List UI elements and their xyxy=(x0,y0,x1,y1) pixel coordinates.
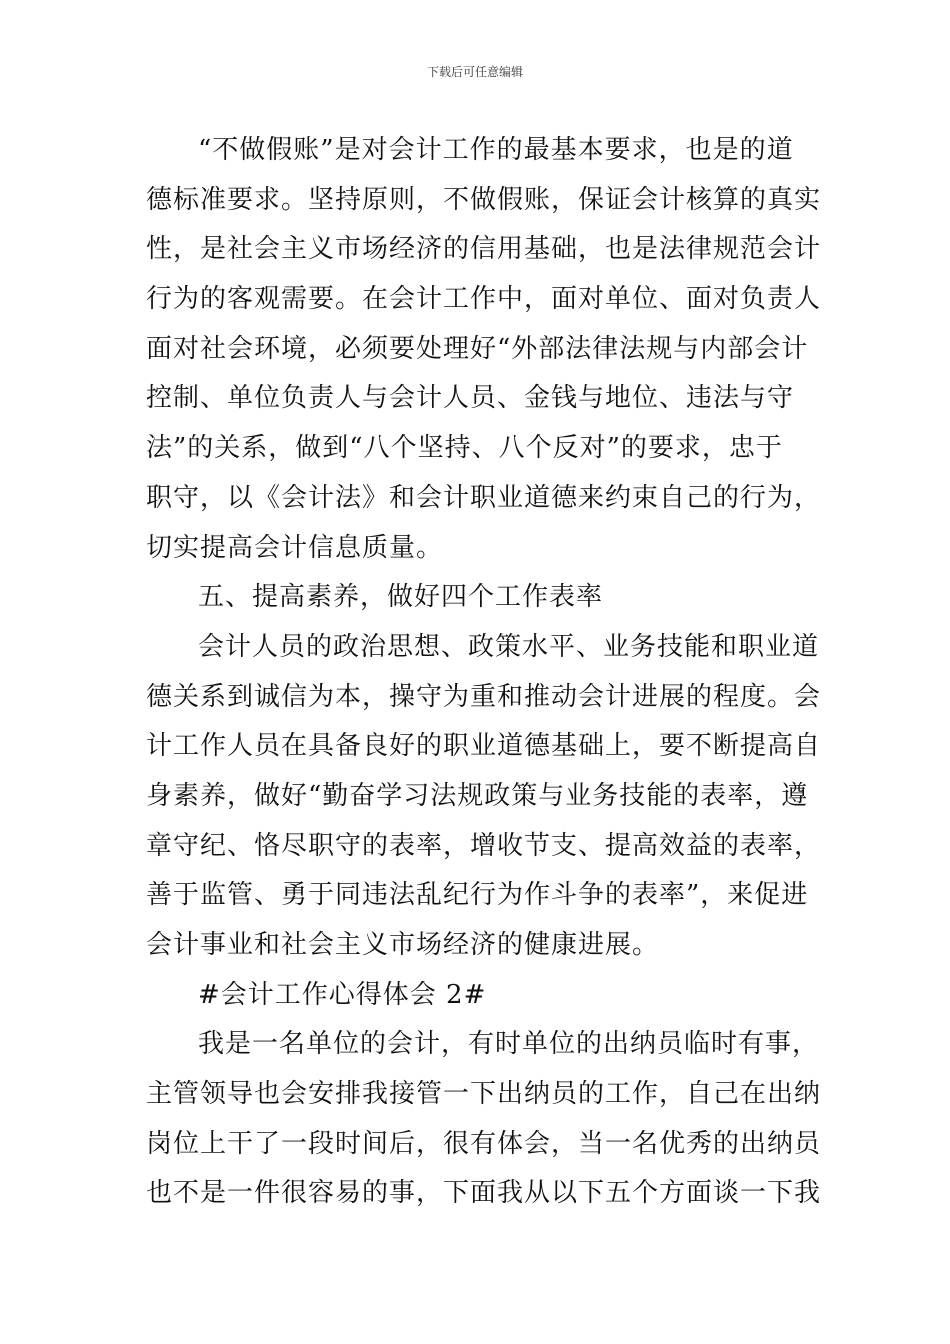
paragraph-line: 控制、单位负责人与会计人员、金钱与地位、违法与守 xyxy=(146,383,795,414)
paragraph-line: 行为的客观需要。在会计工作中，面对单位、面对负责人 xyxy=(146,284,822,315)
paragraph-line: 也不是一件很容易的事，下面我从以下五个方面谈一下我 xyxy=(146,1178,822,1209)
paragraph-line: 计工作人员在具备良好的职业道德基础上，要不断提高自 xyxy=(146,731,822,762)
page-header: 下载后可任意编辑 xyxy=(426,65,523,79)
paragraph-line: 主管领导也会安排我接管一下出纳员的工作，自己在出纳 xyxy=(146,1079,822,1110)
paragraph-line: 切实提高会计信息质量。 xyxy=(146,532,444,563)
paragraph-line: 善于监管、勇于同违法乱纪行为作斗争的表率”，来促进 xyxy=(146,880,809,911)
paragraph-line: 性，是社会主义市场经济的信用基础，也是法律规范会计 xyxy=(146,234,822,265)
article-heading: #会计工作心得体会 2# xyxy=(198,979,487,1010)
paragraph-line: “不做假账”是对会计工作的最基本要求，也是的道 xyxy=(198,135,794,165)
paragraph-line: 岗位上干了一段时间后，很有体会，当一名优秀的出纳员 xyxy=(146,1128,822,1159)
paragraph-line: 职守，以《会计法》和会计职业道德来约束自己的行为， xyxy=(146,482,822,513)
paragraph-line: 德关系到诚信为本，操守为重和推动会计进展的程度。会 xyxy=(146,681,822,712)
paragraph-line: 会计事业和社会主义市场经济的健康进展。 xyxy=(146,930,660,960)
paragraph-line: 法”的关系，做到“八个坚持、八个反对”的要求，忠于 xyxy=(146,433,783,464)
paragraph-line: 面对社会环境，必须要处理好“外部法律法规与内部会计 xyxy=(146,333,809,364)
paragraph-line: 德标准要求。坚持原则，不做假账，保证会计核算的真实 xyxy=(146,184,822,215)
paragraph-line: 身素养，做好“勤奋学习法规政策与业务技能的表率，遵 xyxy=(146,780,809,811)
paragraph-line: 章守纪、恪尽职守的表率，增收节支、提高效益的表率， xyxy=(146,830,822,861)
section-heading: 五、提高素养，做好四个工作表率 xyxy=(198,582,604,613)
paragraph-line: 会计人员的政治思想、政策水平、业务技能和职业道 xyxy=(198,631,820,662)
document-body xyxy=(146,126,822,1219)
paragraph-line: 我是一名单位的会计，有时单位的出纳员临时有事， xyxy=(198,1029,820,1060)
